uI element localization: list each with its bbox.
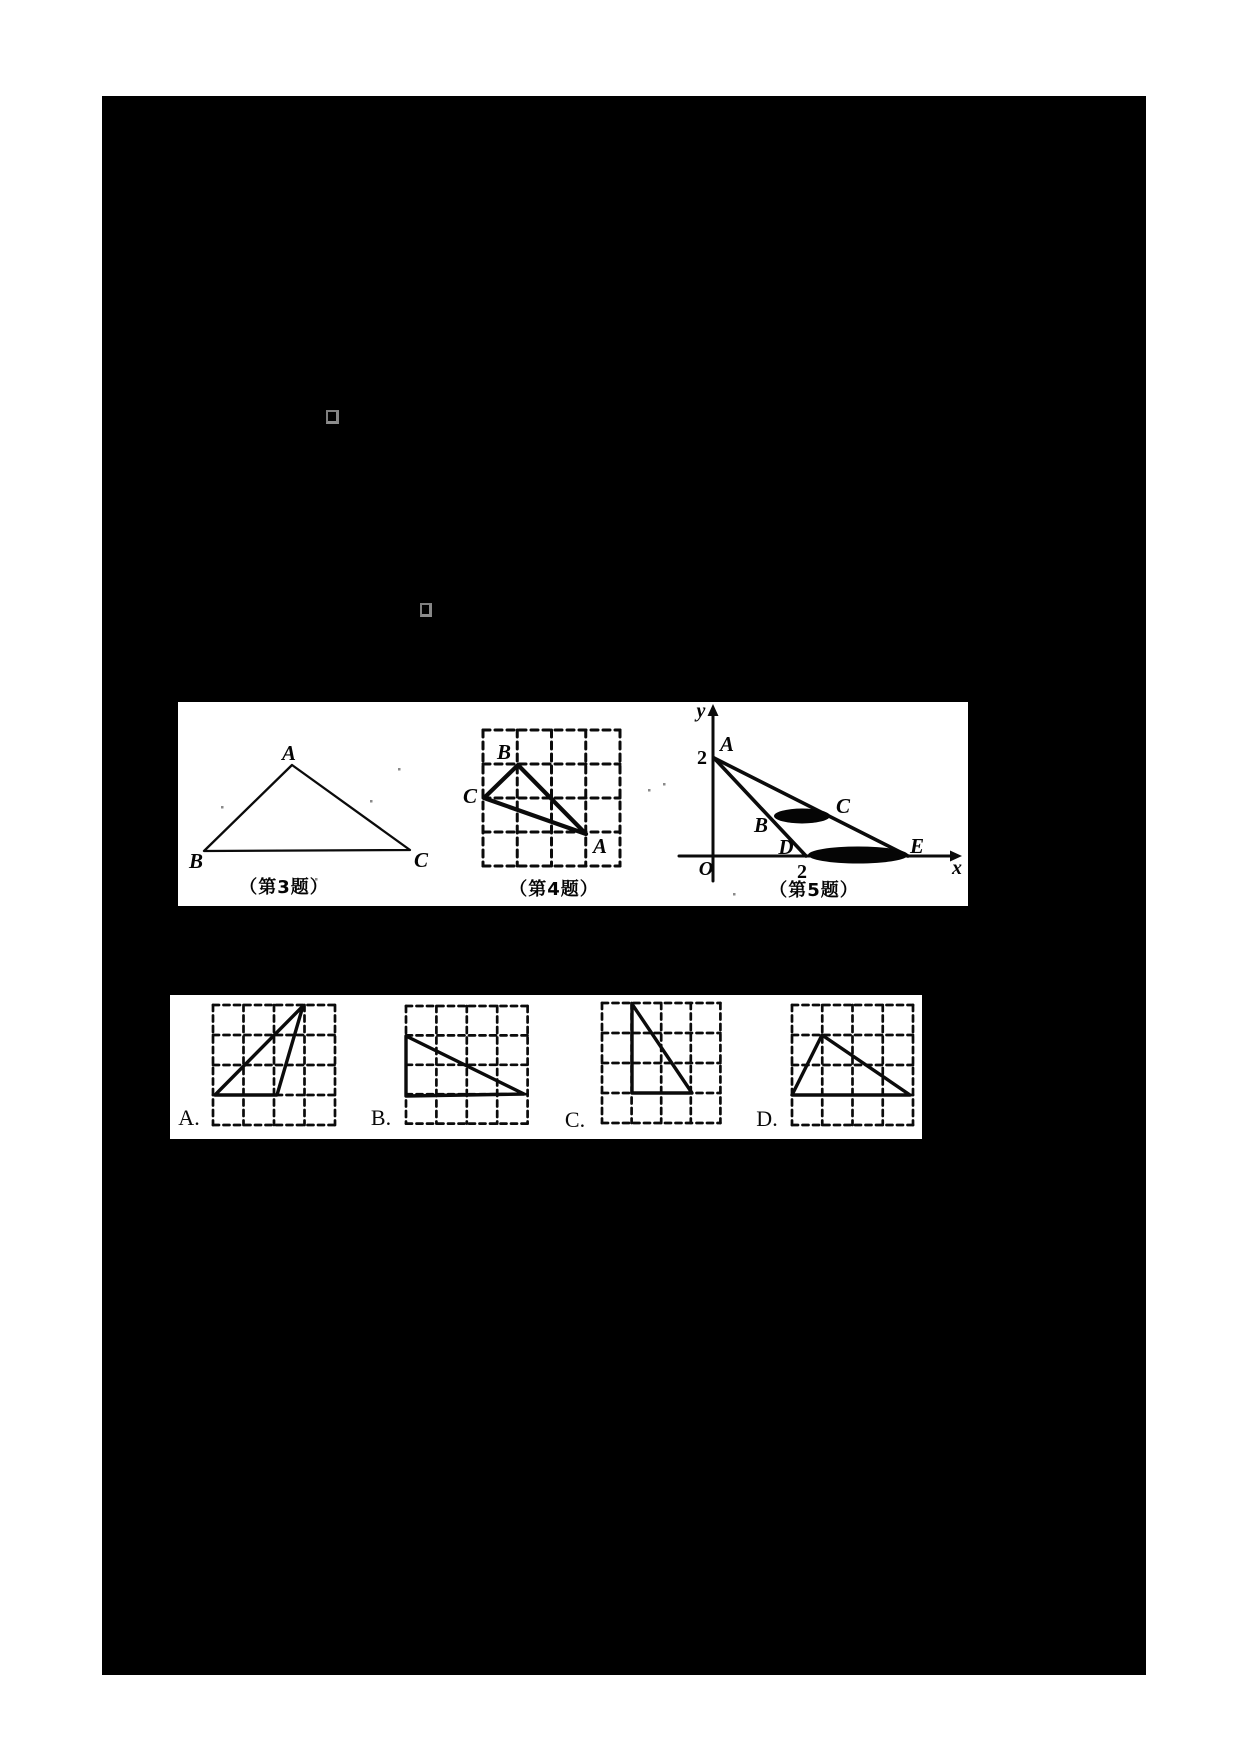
- vertex-label-C: C: [462, 784, 478, 808]
- vertex-label-A: A: [592, 834, 608, 858]
- figure5-coordinate-plane: [679, 702, 962, 883]
- vertex-label-A: A: [281, 741, 297, 765]
- vertex-label-D: D: [778, 835, 794, 859]
- vertex-label-E: E: [909, 834, 925, 858]
- answer-options-strip: [170, 995, 922, 1139]
- vertex-label-C: C: [835, 794, 851, 818]
- placeholder-box-glyph-2: [420, 603, 432, 617]
- vertex-label-y: y: [696, 702, 706, 722]
- vertex-label-2: 2: [797, 861, 807, 883]
- placeholder-box-glyph-1: [326, 410, 339, 424]
- figure4-grid-triangle: [463, 730, 620, 866]
- figure4-caption: （第4题）: [509, 879, 599, 900]
- question-figures-strip: [178, 702, 968, 906]
- vertex-label-B: B: [188, 849, 204, 873]
- option-b-label: B.: [370, 1105, 392, 1130]
- option-a-figure: [213, 1005, 335, 1125]
- option-b-figure: [406, 1006, 528, 1124]
- shaded-blob: [808, 847, 908, 864]
- shaded-blob: [774, 809, 830, 824]
- options-grids-canvas: [170, 995, 922, 1139]
- figure3-caption: （第3题）: [239, 877, 329, 898]
- option-d-figure: [792, 1005, 913, 1125]
- y-axis-arrowhead: [708, 704, 719, 716]
- option-c-figure: [602, 1003, 720, 1123]
- vertex-label-C: C: [413, 848, 429, 872]
- figure5-caption: （第5题）: [769, 880, 859, 901]
- vertex-label-B: B: [753, 813, 769, 837]
- vertex-label-2: 2: [697, 747, 707, 769]
- option-c-label: C.: [564, 1107, 586, 1132]
- vertex-label-O: O: [698, 858, 714, 880]
- option-d-label: D.: [756, 1106, 778, 1131]
- vertex-label-B: B: [496, 740, 512, 764]
- figure3-triangle-abc: [188, 741, 429, 873]
- option-a-label: A.: [178, 1105, 200, 1130]
- vertex-label-x: x: [952, 857, 962, 879]
- vertex-label-A: A: [719, 732, 735, 756]
